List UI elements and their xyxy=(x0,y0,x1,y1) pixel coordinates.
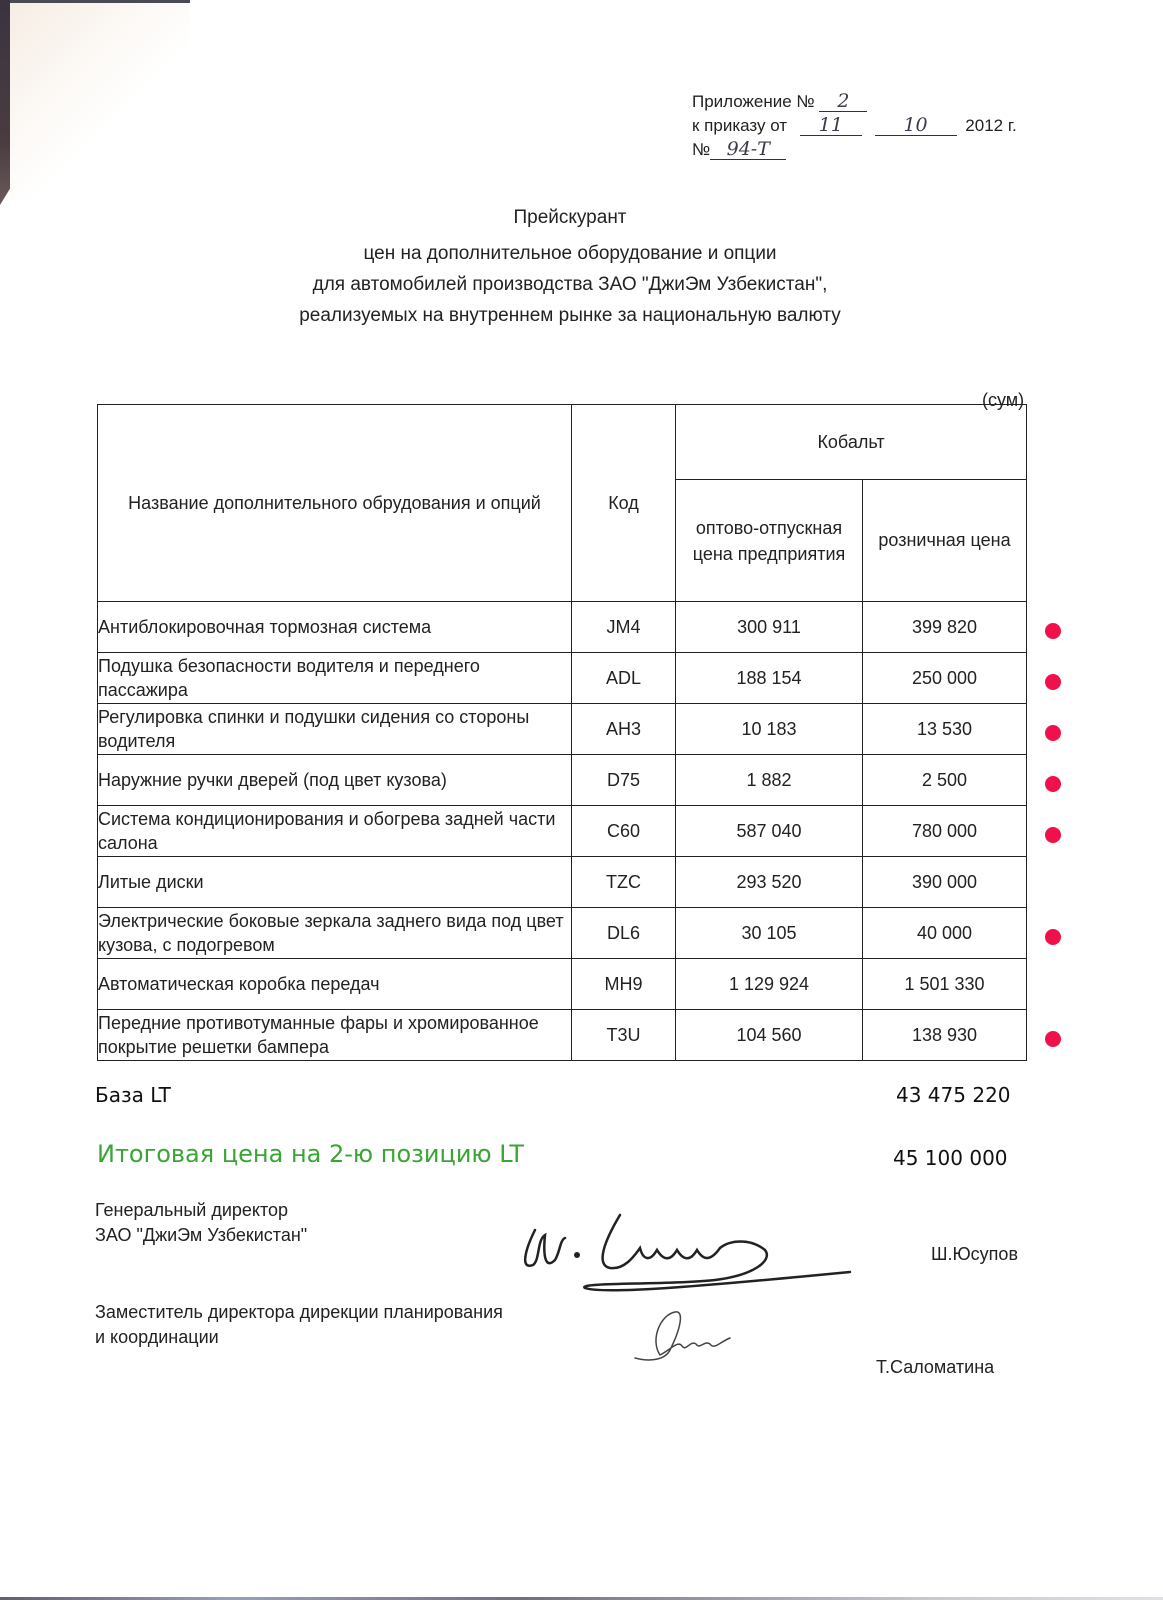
option-code: DL6 xyxy=(572,908,676,959)
deputy-signature xyxy=(630,1310,760,1370)
director-signature xyxy=(515,1210,875,1320)
table-row xyxy=(98,959,1027,1010)
option-name: Передние противотуманные фары и хромированное покрытие решетки бампера xyxy=(98,1010,572,1061)
retail-price: 1 501 330 xyxy=(863,959,1027,1010)
retail-price: 40 000 xyxy=(863,908,1027,959)
director-title xyxy=(95,1198,307,1248)
base-price-value: 43 475 220 xyxy=(896,1083,1011,1107)
appendix-reference xyxy=(692,90,1017,162)
table-row xyxy=(98,1010,1027,1061)
deputy-title xyxy=(95,1300,503,1350)
wholesale-price: 30 105 xyxy=(676,908,863,959)
scan-edge-top xyxy=(10,0,190,3)
wholesale-price: 300 911 xyxy=(676,602,863,653)
appendix-number: 2 xyxy=(819,91,867,112)
order-number: 94-Т xyxy=(710,139,786,160)
wholesale-price: 293 520 xyxy=(676,857,863,908)
marker-dot xyxy=(1045,623,1061,639)
wholesale-price: 587 040 xyxy=(676,806,863,857)
table-row xyxy=(98,602,1027,653)
marker-dot xyxy=(1045,827,1061,843)
retail-price: 390 000 xyxy=(863,857,1027,908)
order-number-prefix: № xyxy=(692,140,711,159)
title-line-4: реализуемых на внутреннем рынке за национальную валюту xyxy=(299,305,841,326)
retail-price: 2 500 xyxy=(863,755,1027,806)
option-name: Электрические боковые зеркала заднего вида под цвет кузова, с подогревом xyxy=(98,908,572,959)
currency-note: (сум) xyxy=(982,390,1025,410)
order-year: 2012 г. xyxy=(965,116,1017,135)
option-name: Антиблокировочная тормозная система xyxy=(98,602,572,653)
header-retail: розничная цена xyxy=(863,480,1027,602)
retail-price: 780 000 xyxy=(863,806,1027,857)
option-name: Автоматическая коробка передач xyxy=(98,959,572,1010)
option-code: C60 xyxy=(572,806,676,857)
deputy-name: Т.Саломатина xyxy=(876,1357,995,1377)
order-date-line xyxy=(692,114,1017,138)
wholesale-price: 10 183 xyxy=(676,704,863,755)
wholesale-price: 188 154 xyxy=(676,653,863,704)
price-table xyxy=(97,404,1027,1061)
option-code: D75 xyxy=(572,755,676,806)
scan-edge-left xyxy=(0,0,10,205)
marker-dot xyxy=(1045,1031,1061,1047)
marker-dot xyxy=(1045,725,1061,741)
deputy-title-line-1: Заместитель директора дирекции планирования xyxy=(95,1302,503,1322)
deputy-title-line-2: и координации xyxy=(95,1327,219,1347)
option-name: Подушка безопасности водителя и переднего пассажира xyxy=(98,653,572,704)
option-code: T3U xyxy=(572,1010,676,1061)
retail-price: 13 530 xyxy=(863,704,1027,755)
option-code: AH3 xyxy=(572,704,676,755)
order-prefix: к приказу от xyxy=(692,116,788,135)
header-model: Кобальт xyxy=(676,405,1027,480)
marker-dot xyxy=(1045,776,1061,792)
wholesale-price: 1 882 xyxy=(676,755,863,806)
appendix-label: Приложение № xyxy=(692,92,815,111)
base-price-label: База LT xyxy=(95,1083,171,1107)
marker-dot xyxy=(1045,929,1061,945)
option-code: MH9 xyxy=(572,959,676,1010)
retail-price: 250 000 xyxy=(863,653,1027,704)
title-line-3: для автомобилей производства ЗАО "ДжиЭм Узбекистан", xyxy=(312,274,828,295)
order-month: 10 xyxy=(875,115,957,136)
option-code: JM4 xyxy=(572,602,676,653)
header-name: Название дополнительного обрудования и опций xyxy=(98,405,572,602)
director-title-line-2: ЗАО "ДжиЭм Узбекистан" xyxy=(95,1225,308,1245)
table-row xyxy=(98,857,1027,908)
appendix-number-line xyxy=(692,90,1017,114)
table-row xyxy=(98,755,1027,806)
director-title-line-1: Генеральный директор xyxy=(95,1200,289,1220)
retail-price: 399 820 xyxy=(863,602,1027,653)
option-name: Наружние ручки дверей (под цвет кузова) xyxy=(98,755,572,806)
header-code: Код xyxy=(572,405,676,602)
table-row xyxy=(98,653,1027,704)
option-name: Система кондиционирования и обогрева задней части салона xyxy=(98,806,572,857)
total-price-label: Итоговая цена на 2-ю позицию LT xyxy=(97,1140,524,1168)
option-code: ADL xyxy=(572,653,676,704)
marker-dot xyxy=(1045,674,1061,690)
table-row xyxy=(98,908,1027,959)
title-line-1: Прейскурант xyxy=(513,207,627,228)
total-price-value: 45 100 000 xyxy=(893,1146,1008,1170)
option-code: TZC xyxy=(572,857,676,908)
scan-shadow xyxy=(10,0,190,200)
table-header-row xyxy=(98,405,1027,480)
option-name: Регулировка спинки и подушки сидения со стороны водителя xyxy=(98,704,572,755)
director-name: Ш.Юсупов xyxy=(931,1244,1019,1264)
wholesale-price: 104 560 xyxy=(676,1010,863,1061)
header-wholesale: оптово-отпускная цена предприятия xyxy=(676,480,863,602)
order-day: 11 xyxy=(800,115,862,136)
option-name: Литые диски xyxy=(98,857,572,908)
order-number-line xyxy=(692,138,1017,162)
document-title xyxy=(180,206,960,331)
title-line-2: цен на дополнительное оборудование и опции xyxy=(363,243,777,264)
retail-price: 138 930 xyxy=(863,1010,1027,1061)
table-row xyxy=(98,704,1027,755)
wholesale-price: 1 129 924 xyxy=(676,959,863,1010)
table-row xyxy=(98,806,1027,857)
